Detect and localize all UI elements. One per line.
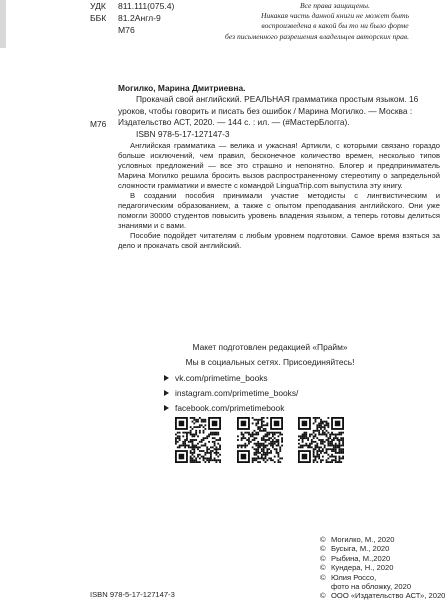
link-text: vk.com/primetime_books xyxy=(175,373,268,383)
catalog-isbn: ISBN 978-5-17-127147-3 xyxy=(136,129,230,140)
copyright-row: © Юлия Россо, xyxy=(320,572,377,582)
bbk-row xyxy=(90,13,161,23)
annotation xyxy=(118,141,440,251)
rights-notice xyxy=(225,1,445,42)
prepared-by: Макет подготовлен редакцией «Прайм» xyxy=(192,342,348,352)
annotation-paragraph: В создании пособия принимали участие методисты с лингвистическим и педагогическим образованием, а также с опытом преподавания английского. Они уже помогли 30000 студентов повысить уровень владения языком, а теперь готовы делиться знаниями и с вами. xyxy=(118,191,440,230)
rights-line: воспроизведена в какой бы то ни было форме xyxy=(261,21,409,31)
link-vk[interactable] xyxy=(164,372,376,384)
bbk-value: 81.2Англ-9 xyxy=(118,13,161,23)
annotation-paragraph: Пособие подойдет читателям с любым уровнем подготовки. Самое время взяться за дело и прокачать свой английский. xyxy=(118,231,440,250)
link-instagram[interactable] xyxy=(164,387,376,399)
copyright-row: © Рыбина, М.,2020 xyxy=(320,553,391,563)
prime-info-box xyxy=(164,341,376,414)
arrow-icon xyxy=(164,390,169,396)
author-mark: М76 xyxy=(118,25,135,35)
arrow-icon xyxy=(164,375,169,381)
copyright-list xyxy=(320,535,445,601)
rights-line: без письменного разрешения владельцев авторских прав. xyxy=(225,31,410,41)
copyright-row: © Бусыга, М., 2020 xyxy=(320,544,390,554)
copyright-row: фото на обложку, 2020 xyxy=(331,582,412,592)
catalog-author: Могилко, Марина Дмитриевна. xyxy=(118,83,246,93)
link-text: facebook.com/primetimebook xyxy=(175,403,285,413)
catalog-record xyxy=(118,83,440,140)
rights-line: Никакая часть данной книги не может быть xyxy=(260,11,410,21)
copyright-row: © Могилко, М., 2020 xyxy=(320,535,395,544)
link-facebook[interactable] xyxy=(164,402,376,414)
catalog-description: Прокачай свой английский. РЕАЛЬНАЯ грамматика простым языком. 16 уроков, чтобы говорить и писать без ошибок / Марина Могилко. — Москва : Издательство АСТ, 2020. — 144 с. : ил. — (#МастерБлогга). xyxy=(118,94,419,127)
bbk-label: ББК xyxy=(90,13,107,23)
page-edge-band xyxy=(0,0,6,48)
copyright-row: © ООО «Издательство АСТ», 2020 xyxy=(320,591,445,601)
annotation-paragraph: Английская грамматика — велика и ужасная! Артикли, с которыми связано гораздо больше исключений, чем правил, бесконечное количество времен, несколько типов условных предложений — все это страшно и непонятно. Блогер и предприниматель Марина Могилко решила бросить вызов распространенному стереотипу о запредельной сложности грамматики и вместе с командой LinguaTrip.com выпустила эту книгу. xyxy=(118,141,440,190)
udk-value: 811.111(075.4) xyxy=(118,1,175,11)
qr-facebook-icon[interactable] xyxy=(298,417,344,463)
udk-label: УДК xyxy=(90,1,106,11)
catalog-side-code: М76 xyxy=(90,119,107,129)
qr-instagram-icon[interactable] xyxy=(237,417,283,463)
udk-row xyxy=(90,1,174,11)
rights-line: Все права защищены. xyxy=(300,1,370,10)
arrow-icon xyxy=(164,405,169,411)
qr-vk-icon[interactable] xyxy=(175,417,221,463)
link-text: instagram.com/primetime_books/ xyxy=(175,388,299,398)
social-heading: Мы в социальных сетях. Присоединяйтесь! xyxy=(185,357,355,367)
copyright-row: © Кундера, Н., 2020 xyxy=(320,563,394,573)
isbn-footer: ISBN 978-5-17-127147-3 xyxy=(90,590,175,599)
